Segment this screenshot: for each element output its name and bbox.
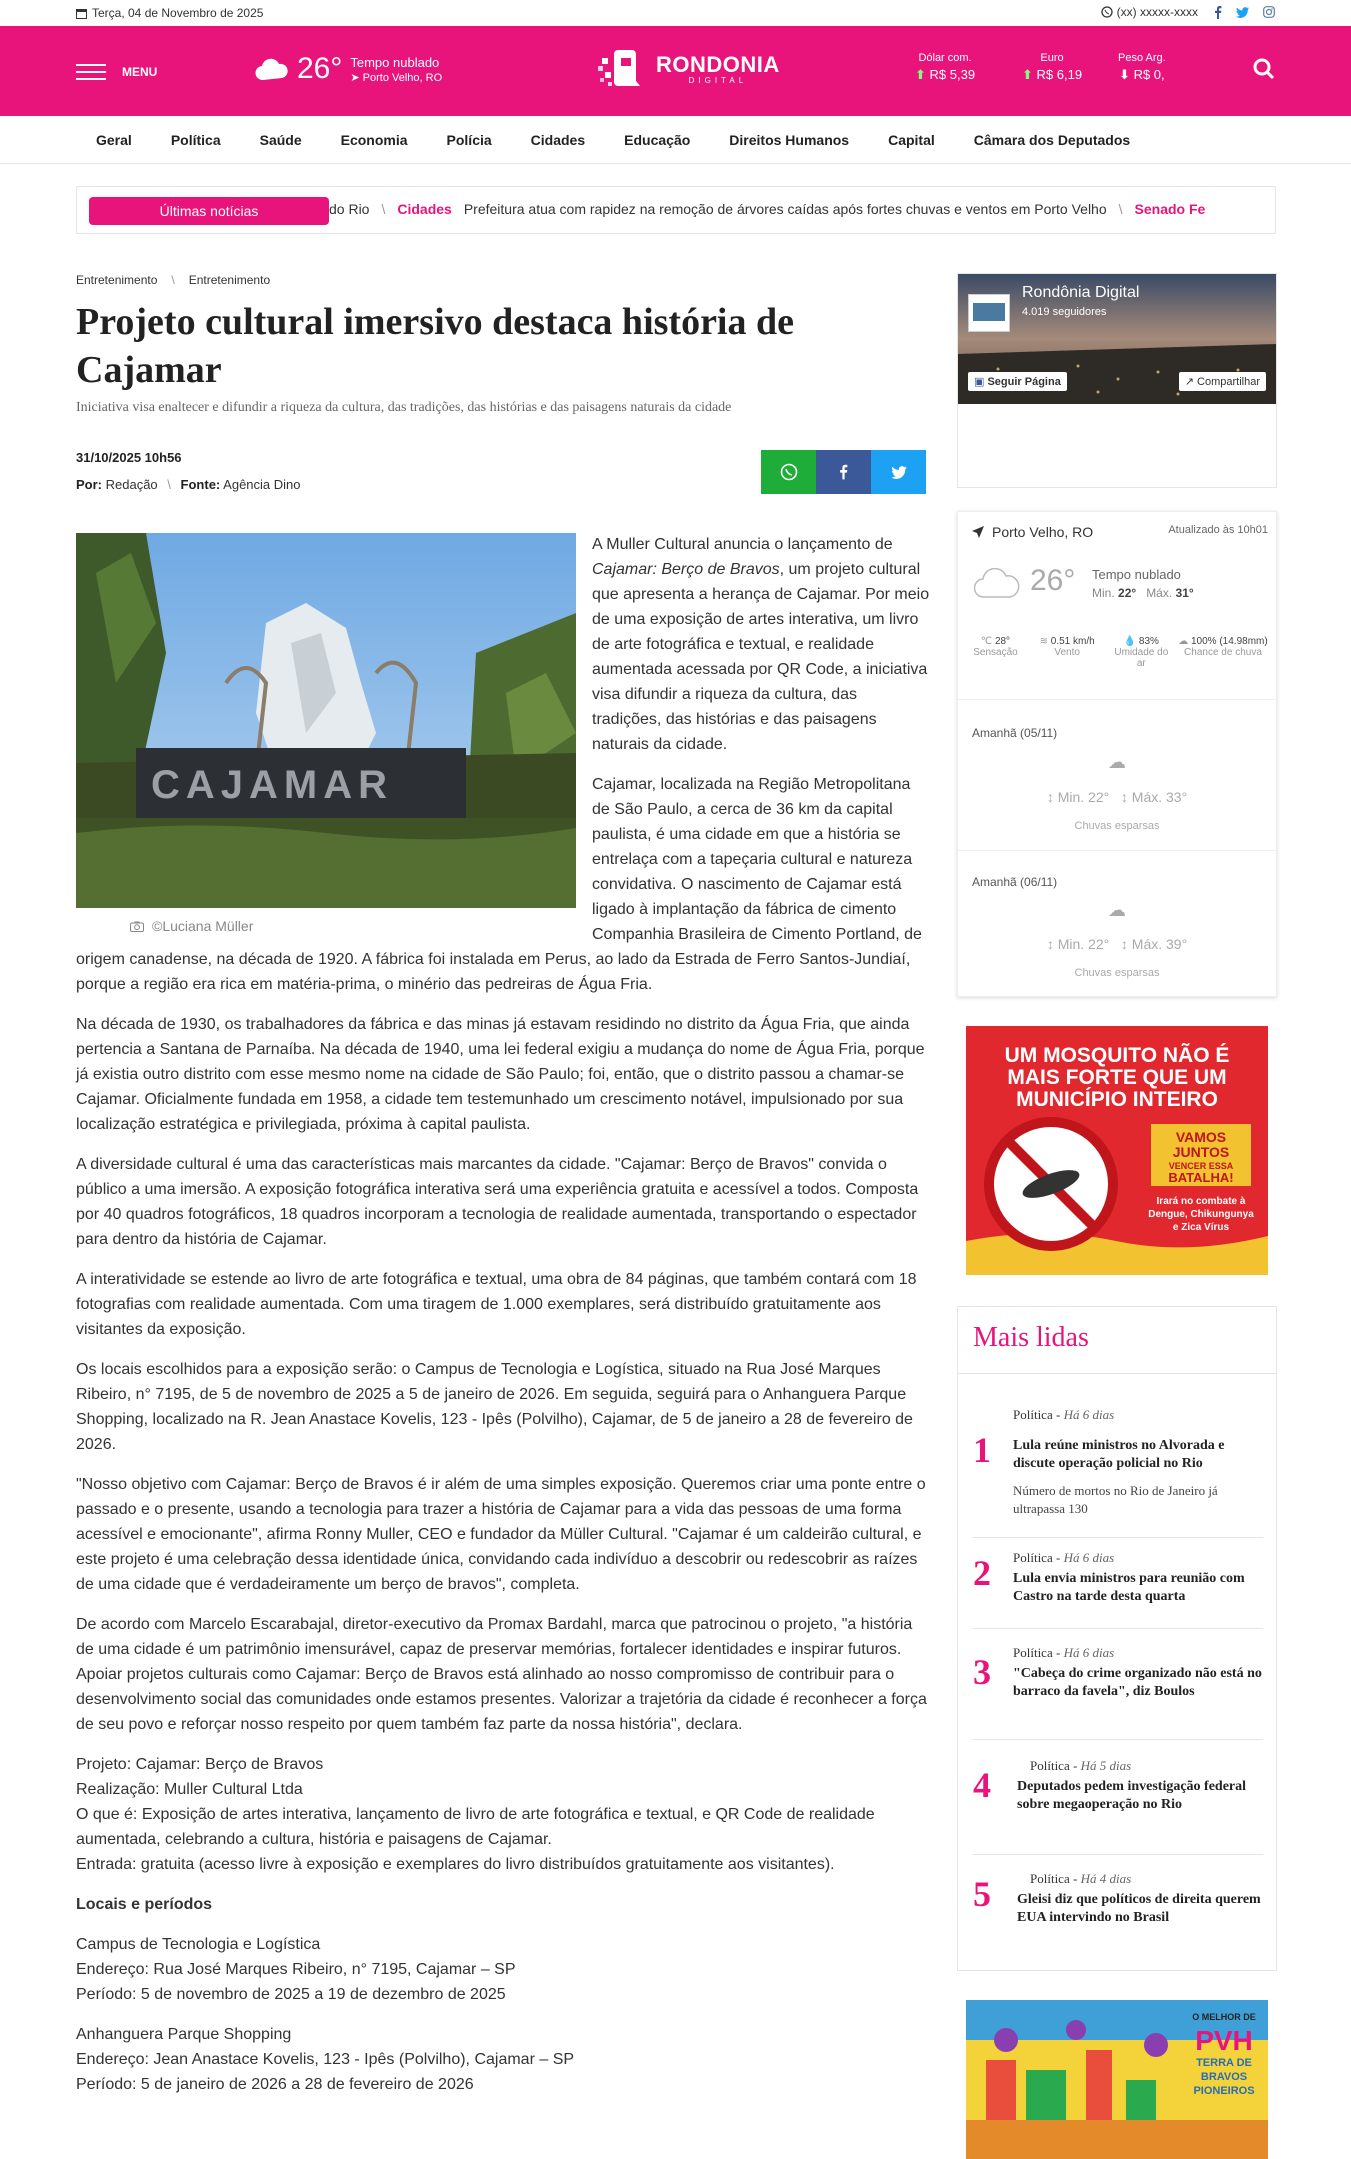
phone-number: (xx) xxxxx-xxxx [1116, 5, 1198, 19]
menu-label: MENU [122, 65, 158, 79]
logo-mark-icon [596, 48, 652, 90]
breadcrumb [76, 273, 270, 287]
project-info [76, 1752, 930, 1877]
forecast-day-minmax [958, 789, 1276, 805]
page-name[interactable]: Rondônia Digital [1022, 284, 1140, 301]
facebook-icon[interactable] [1214, 6, 1222, 19]
item-time: Há 6 dias [1063, 1550, 1115, 1565]
max-label: Máx. [1131, 936, 1163, 952]
stat-value: 28° [994, 636, 1011, 647]
breadcrumb-separator: \ [171, 273, 175, 287]
item-meta: Política - Há 5 dias [1030, 1758, 1132, 1773]
stat-value: 100% (14.98mm) [1191, 636, 1268, 647]
calendar-icon [76, 8, 87, 19]
share-whatsapp-button[interactable] [761, 450, 816, 494]
item-time: Há 5 dias [1080, 1758, 1132, 1773]
follow-page-button[interactable] [968, 372, 1067, 391]
source: Agência Dino [223, 477, 301, 492]
ticker-badge: Últimas notícias [89, 197, 329, 225]
location-block [76, 2022, 930, 2097]
ad-headline-2: MAIS FORTE QUE UM [1007, 1066, 1227, 1089]
thermometer-icon: ↕ [1120, 789, 1128, 805]
cloud-icon [974, 568, 1020, 598]
photo-sign-text: CAJAMAR [151, 763, 393, 807]
item-headline[interactable]: Lula reúne ministros no Alvorada e discute operação policial no Rio [1013, 1438, 1225, 1471]
rank-number: 4 [973, 1765, 991, 1805]
rank-number: 1 [973, 1430, 991, 1470]
item-time: Há 6 dias [1063, 1645, 1115, 1660]
min-label: Min. [1057, 789, 1085, 805]
item-category: Política [1030, 1871, 1070, 1886]
thermometer-icon: ↕ [1120, 936, 1128, 952]
current-date [76, 6, 263, 20]
forecast-desc: Chuvas esparsas [1074, 820, 1160, 832]
rain-cloud-icon: ☁ [1108, 900, 1126, 920]
stat-label: Umidade do ar [1114, 647, 1169, 669]
ad-footer-line: e Zica Vírus [1172, 1222, 1230, 1233]
publish-date: 31/10/2025 10h56 [76, 450, 182, 465]
item-category: Política [1013, 1645, 1053, 1660]
currency-label: Euro [1040, 52, 1064, 64]
author: Redação [105, 477, 158, 492]
nav-item-policia[interactable]: Polícia [446, 131, 492, 148]
search-button[interactable] [1253, 58, 1275, 85]
breadcrumb-item[interactable]: Entretenimento [188, 273, 271, 287]
ad-banner-pvh[interactable] [966, 2000, 1268, 2159]
currency-value: R$ 0, [1133, 67, 1165, 82]
item-time: Há 6 dias [1063, 1407, 1115, 1422]
share-twitter-button[interactable] [871, 450, 926, 494]
share-label: Compartilhar [1197, 376, 1260, 388]
currency-label: Peso Arg. [1118, 52, 1166, 64]
ad-badge-line: VAMOS [1175, 1129, 1227, 1145]
forecast-day-title: Amanhã (06/11) [972, 875, 1058, 889]
max-temp: 31° [1175, 586, 1194, 600]
ad-banner-dengue[interactable] [966, 1026, 1268, 1275]
item-meta: Política - Há 6 dias [1013, 1645, 1115, 1660]
header-temp: 26° [297, 52, 343, 85]
ad2-text: BRAVOS [1200, 2071, 1248, 2083]
page-avatar [968, 294, 1010, 332]
forecast-day-title: Amanhã (05/11) [972, 726, 1058, 740]
site-logo[interactable] [596, 48, 780, 90]
info-line: Projeto: Cajamar: Berço de Bravos [76, 1756, 324, 1773]
facebook-icon [839, 464, 848, 480]
weather-desc: Tempo nublado [1092, 567, 1181, 582]
rain-cloud-icon: ☁ [1178, 636, 1189, 647]
weather-stat-sensacao [968, 636, 1023, 669]
item-subtitle: Número de mortos no Rio de Janeiro já ultrapassa 130 [1013, 1483, 1218, 1516]
facebook-icon: ▣ [974, 376, 985, 388]
currency-value: R$ 6,19 [1036, 67, 1083, 82]
item-meta: Política - Há 6 dias [1013, 1550, 1115, 1565]
ad2-text: TERRA DE [1196, 2057, 1252, 2069]
min-temp: 22° [1118, 586, 1137, 600]
currency-peso [1118, 52, 1166, 83]
rank-number: 2 [973, 1553, 991, 1593]
item-time: Há 4 dias [1080, 1871, 1132, 1886]
header-weather[interactable] [255, 52, 442, 86]
ticker-item[interactable]: Prefeitura atua com rapidez na remoção de árvores caídas após fortes chuvas e ventos em Porto Velho [463, 201, 1107, 217]
ad-headline-1: UM MOSQUITO NÃO É [1004, 1044, 1230, 1067]
main-nav [0, 116, 1351, 164]
rank-number: 5 [973, 1874, 991, 1914]
weather-stat-chuva [1178, 636, 1268, 669]
min-label: Min. [1092, 586, 1115, 600]
article-paragraph: Os locais escolhidos para a exposição serão: o Campus de Tecnologia e Logística, situado na Rua José Marques Ribeiro, n° 7195, de 5 de novembro de 2025 a 5 de janeiro de 2026. Em seguida, seguirá para o Anhanguera Parque Shopping, localizado na R. Jean Anastace Kovelis, 123 - Ipês (Polvilho), Cajamar, de 5 de janeiro a 28 de fevereiro de 2026. [76, 1361, 913, 1453]
info-line: Realização: Muller Cultural Ltda [76, 1781, 303, 1798]
article-paragraph: "Nosso objetivo com Cajamar: Berço de Bravos é ir além de uma simples exposição. Queremos criar uma ponte entre o passado e o presente, usando a tecnologia para trazer a história de Cajamar para a vida das pessoas de uma forma acessível e emocionante", afirma Ronny Muller, CEO e fundador da Müller Cultural. "Cajamar é um caldeirão cultural, e este projeto é uma celebração dessa identidade única, convidando cada indivíduo a descobrir ou redescobrir as raízes de uma cidade que é verdadeiramente um berço de bravos", completa. [76, 1476, 926, 1593]
locais-title: Locais e períodos [76, 1896, 213, 1913]
news-ticker [76, 186, 1276, 234]
pvh-ad-image [966, 2000, 1268, 2159]
most-read-item[interactable] [973, 1407, 1263, 1527]
location-name: Anhanguera Parque Shopping [76, 2026, 292, 2043]
header-weather-desc: Tempo nublado [350, 55, 440, 70]
location-period: Período: 5 de janeiro de 2026 a 28 de fevereiro de 2026 [76, 2076, 474, 2093]
header-weather-loc-text: Porto Velho, RO [362, 72, 443, 84]
byline-separator: \ [167, 477, 171, 492]
share-page-button[interactable] [1179, 372, 1266, 391]
nav-item-geral[interactable]: Geral [96, 131, 132, 148]
ticker-separator: \ [381, 201, 386, 217]
weather-location: Porto Velho, RO [992, 524, 1094, 540]
weather-stat-vento [1030, 636, 1105, 669]
ad2-text: O MELHOR DE [1192, 2012, 1256, 2022]
currency-value: R$ 5,39 [929, 67, 976, 82]
nav-item-saude[interactable]: Saúde [259, 131, 302, 148]
weather-widget [957, 511, 1277, 997]
byline-label: Por: [76, 477, 102, 492]
instagram-icon[interactable] [1263, 6, 1275, 18]
thermometer-icon: ℃ [980, 636, 993, 647]
location-block [76, 1932, 930, 2007]
location-arrow-icon [972, 526, 984, 538]
article-body [76, 532, 930, 2112]
most-read-widget [957, 1306, 1277, 1971]
nav-item-direitos-humanos[interactable]: Direitos Humanos [729, 131, 850, 148]
ad-badge-line: JUNTOS [1172, 1144, 1230, 1160]
location-name: Campus de Tecnologia e Logística [76, 1936, 321, 1953]
item-meta: Política - Há 6 dias [1013, 1407, 1115, 1422]
facebook-cover [958, 274, 1276, 404]
cloud-icon [255, 58, 289, 80]
article-title: Projeto cultural imersivo destaca história de Cajamar [76, 301, 794, 391]
forecast-day-minmax [958, 936, 1276, 952]
forecast-min: 22° [1088, 936, 1110, 952]
search-icon [1253, 58, 1275, 80]
nav-item-economia[interactable]: Economia [340, 131, 408, 148]
logo-subtext: DIGITAL [688, 75, 748, 85]
article-subtitle: Iniciativa visa enaltecer e difundir a riqueza da cultura, das tradições, das histórias e das paisagens naturais da cidade [76, 400, 732, 415]
header-weather-loc: ➤ Porto Velho, RO [350, 72, 443, 84]
article-paragraph: De acordo com Marcelo Escarabajal, diretor-executivo da Promax Bardahl, marca que patrocinou o projeto, "a história de uma cidade é um patrimônio imensurável, capaz de preservar memórias, fortalecer identidades e inspirar futuros. Apoiar projetos culturais como Cajamar: Berço de Bravos está alinhado ao nosso compromisso de contribuir para o desenvolvimento social das comunidades onde estamos presentes. Valorizar a trajetória da cidade é reconhecer a força de seu povo e reforçar nosso respeito por quem também faz parte da nossa história", declara. [76, 1616, 927, 1733]
rain-cloud-icon: ☁ [1108, 752, 1126, 772]
info-line: O que é: Exposição de artes interativa, lançamento de livro de arte fotográfica e textual, e QR Code de realidade aumentada, celebrando a cultura, história e paisagens de Cajamar. [76, 1806, 875, 1848]
source-label: Fonte: [180, 477, 221, 492]
locais-heading [76, 1892, 930, 1917]
whatsapp-icon [1101, 6, 1113, 18]
article-byline [76, 477, 301, 492]
site-header [0, 26, 1351, 116]
item-headline[interactable]: Lula envia ministros para reunião com Castro na tarde desta quarta [1013, 1571, 1245, 1604]
stat-label: Chance de chuva [1184, 647, 1262, 658]
menu-button[interactable] [76, 59, 157, 85]
max-label: Máx. [1146, 586, 1173, 600]
max-label: Máx. [1131, 789, 1163, 805]
twitter-icon[interactable] [1236, 7, 1249, 18]
hamburger-icon [76, 59, 106, 85]
twitter-icon [891, 466, 907, 479]
forecast-max: 39° [1166, 936, 1188, 952]
ad2-text: PVH [1195, 2025, 1253, 2056]
item-meta: Política - Há 4 dias [1030, 1871, 1132, 1886]
location-address: Endereço: Rua José Marques Ribeiro, n° 7195, Cajamar – SP [76, 1961, 516, 1978]
up-arrow-icon: ⬆ [915, 67, 926, 82]
breadcrumb-item[interactable]: Entretenimento [76, 273, 158, 287]
article-paragraph: A diversidade cultural é uma das características mais marcantes da cidade. "Cajamar: Berço de Bravos" convida o público a uma imersão. A exposição fotográfica interativa será uma experiência gratuita e acessível a todos. Composta por 40 quadros fotográficos, 18 quadros incorporam a tecnologia de realidade aumentada, transportando o espectador para dentro da história de Cajamar. [76, 1156, 919, 1248]
facebook-widget [957, 273, 1277, 488]
most-read-item[interactable] [973, 1758, 1263, 1858]
forecast-min: 22° [1088, 789, 1110, 805]
weather-stat-umidade [1111, 636, 1171, 669]
nav-item-camara[interactable]: Câmara dos Deputados [973, 131, 1131, 148]
stat-label: Vento [1054, 647, 1080, 658]
wind-icon: ≋ [1039, 636, 1048, 647]
nav-item-capital[interactable]: Capital [888, 131, 935, 148]
min-label: Min. [1057, 936, 1085, 952]
location-period: Período: 5 de novembro de 2025 a 19 de dezembro de 2025 [76, 1986, 506, 2003]
ticker-item[interactable]: do Rio [329, 201, 370, 217]
most-read-item[interactable] [973, 1550, 1263, 1630]
thermometer-icon: ↕ [1046, 789, 1054, 805]
weather-minmax [1092, 586, 1194, 600]
ad2-text: PIONEIROS [1193, 2085, 1255, 2097]
stat-value: 0.51 km/h [1050, 636, 1095, 647]
ad-badge-line: VENCER ESSA [1168, 1161, 1234, 1171]
ad-headline-3: MUNICÍPIO INTEIRO [1016, 1088, 1218, 1111]
droplet-icon: 💧 [1123, 636, 1137, 647]
currency-dolar [915, 52, 975, 83]
item-headline[interactable]: Gleisi diz que políticos de direita querem EUA intervindo no Brasil [1017, 1892, 1261, 1925]
stat-label: Sensação [973, 647, 1018, 658]
page-followers: 4.019 seguidores [1022, 306, 1107, 318]
up-arrow-icon: ⬆ [1022, 67, 1033, 82]
photo-credit-text: ©Luciana Müller [152, 918, 254, 934]
date-text: Terça, 04 de Novembro de 2025 [92, 6, 264, 20]
most-read-title: Mais lidas [973, 1322, 1089, 1353]
ticker-category[interactable]: Senado Fe [1134, 201, 1206, 217]
ad-footer-line: Dengue, Chikungunya [1148, 1209, 1254, 1220]
item-headline[interactable]: Deputados pedem investigação federal sobre megaoperação no Rio [1017, 1779, 1247, 1812]
weather-temp: 26° [1030, 564, 1076, 597]
currency-label: Dólar com. [918, 52, 972, 64]
share-facebook-button[interactable] [816, 450, 871, 494]
info-line: Entrada: gratuita (acesso livre à exposição e exemplares do livro distribuídos gratuitamente aos visitantes). [76, 1856, 835, 1873]
ad-footer-line: Irará no combate à [1156, 1196, 1246, 1207]
stat-value: 83% [1138, 636, 1159, 647]
ticker-category[interactable]: Cidades [397, 201, 452, 217]
most-read-item[interactable] [973, 1645, 1263, 1745]
share-icon: ↗ [1184, 376, 1194, 388]
paragraph-text: A Muller Cultural anuncia o lançamento de [592, 536, 893, 553]
thermometer-icon: ↕ [1046, 936, 1054, 952]
item-headline[interactable]: "Cabeça do crime organizado não está no barraco da favela", diz Boulos [1013, 1666, 1262, 1699]
paragraph-text: , um projeto cultural que apresenta a herança de Cajamar. Por meio de uma exposição de artes interativa, um livro de arte fotográfica e textual, e realidade aumentada acessada por QR Code, a iniciativa visa difundir a riqueza da cultura, das tradições, das histórias e das paisagens naturais da cidade. [592, 561, 930, 753]
rank-number: 3 [973, 1652, 991, 1692]
whatsapp-icon [780, 463, 798, 481]
most-read-item[interactable] [973, 1871, 1263, 1951]
nav-item-cidades[interactable]: Cidades [530, 131, 586, 148]
item-category: Política [1013, 1407, 1053, 1422]
follow-label: Seguir Página [987, 376, 1061, 388]
ad-badge-line: BATALHA! [1168, 1170, 1234, 1185]
phone-contact[interactable] [1101, 5, 1198, 19]
share-buttons [761, 450, 926, 494]
ticker-separator: \ [1118, 201, 1123, 217]
down-arrow-icon: ⬇ [1119, 67, 1130, 82]
location-address: Endereço: Jean Anastace Kovelis, 123 - Ipês (Polvilho), Cajamar – SP [76, 2051, 575, 2068]
article-paragraph: A interatividade se estende ao livro de arte fotográfica e textual, uma obra de 84 páginas, que também contará com 18 fotografias com realidade aumentada. Com uma tiragem de 1.000 exemplares, será distribuído gratuitamente aos visitantes da exposição. [76, 1271, 917, 1338]
article-paragraph: Cajamar, localizada na Região Metropolitana de São Paulo, a cerca de 36 km da capital paulista, é uma cidade em que a história se entrelaça com a tapeçaria cultural e natureza convidativa. O nascimento de Cajamar está ligado à implantação da fábrica de cimento Companhia Brasileira de Cimento Portland, de origem canadense, na década de 1920. A fábrica foi instalada em Perus, ao lado da Estrada de Ferro Santos-Jundiaí, porque a região era rica em matéria-prima, o minério das pedreiras de Água Fria. [76, 776, 922, 993]
article-paragraph: Na década de 1930, os trabalhadores da fábrica e das minas já estavam residindo no distrito da Água Fria, que ainda pertencia a Santana de Parnaíba. Na década de 1940, uma lei federal exigiu a mudança do nome de Água Fria, porque já existia outro distrito com esse mesmo nome na cidade de São Paulo; foi, então, que o distrito passou a chamar-se Cajamar. Oficialmente fundada em 1958, a cidade tem testemunhado um crescimento notável, impulsionado por sua localização estratégica e privilegiada, próxima à capital paulista. [76, 1016, 925, 1133]
currency-euro [1022, 52, 1082, 83]
weather-updated: Atualizado às 10h01 [1168, 524, 1268, 536]
forecast-max: 33° [1166, 789, 1188, 805]
logo-text: RONDONIA [656, 51, 780, 77]
nav-item-politica[interactable]: Política [170, 131, 221, 148]
dengue-ad-image [966, 1026, 1268, 1275]
item-category: Política [1030, 1758, 1070, 1773]
top-bar [0, 0, 1351, 26]
project-name: Cajamar: Berço de Bravos [592, 561, 780, 578]
forecast-desc: Chuvas esparsas [1074, 967, 1160, 979]
item-category: Política [1013, 1550, 1053, 1565]
nav-item-educacao[interactable]: Educação [624, 131, 691, 148]
